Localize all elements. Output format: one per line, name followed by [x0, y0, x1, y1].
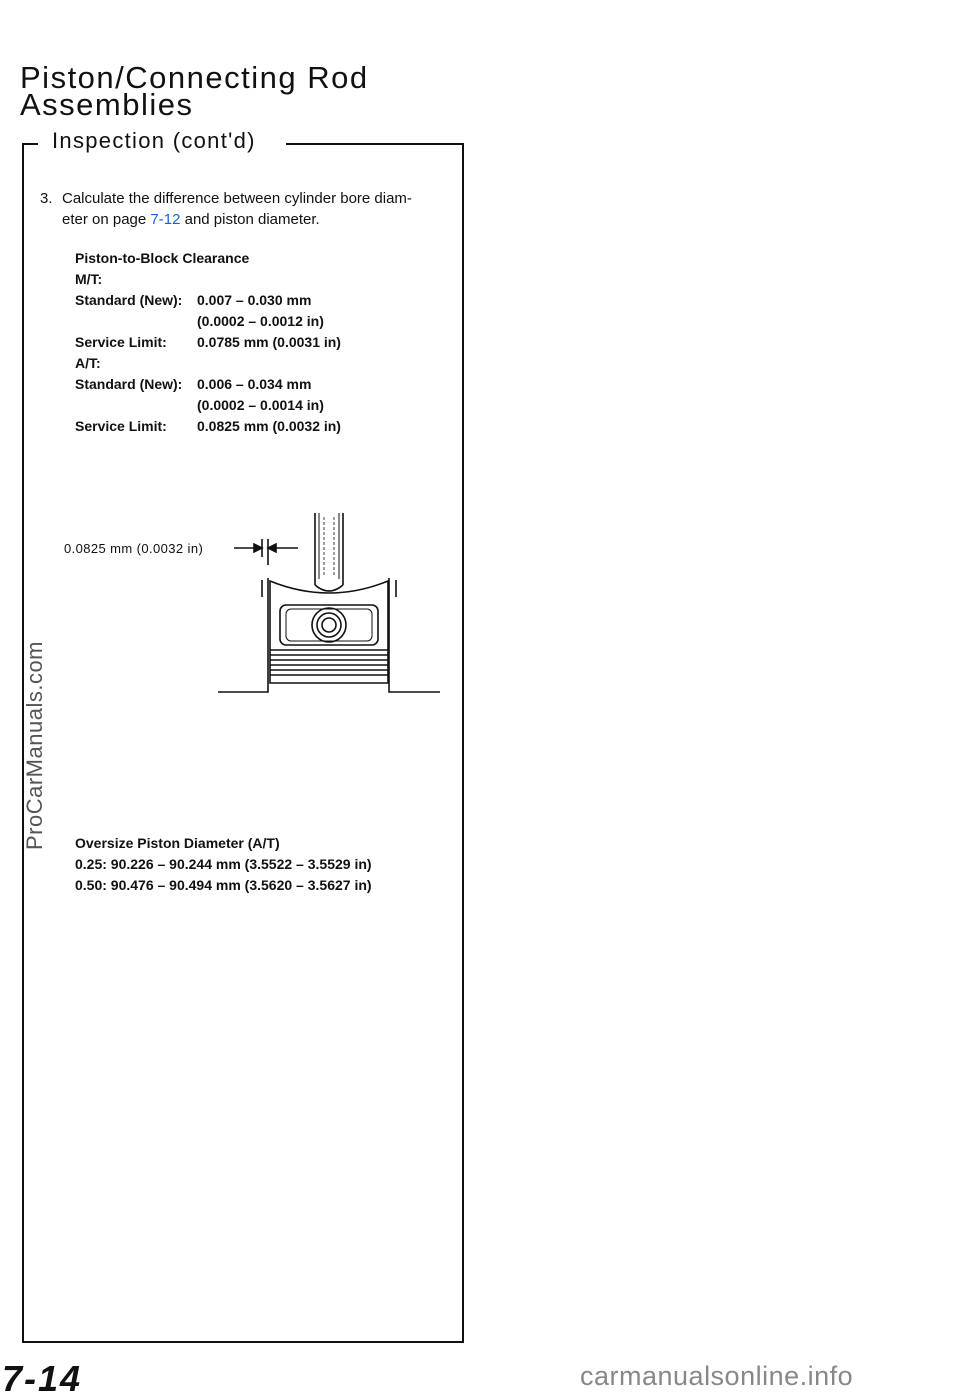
diagram-label: 0.0825 mm (0.0032 in): [64, 541, 204, 556]
step-text: Calculate the difference between cylinder bore diam-: [62, 190, 412, 207]
section-heading: Inspection (cont'd): [52, 128, 256, 153]
piston-diagram: [200, 505, 450, 700]
mt-service-value: 0.0785 mm (0.0031 in): [197, 334, 341, 350]
page-title-line1: Piston/Connecting Rod: [20, 60, 369, 95]
mt-standard-value-in: (0.0002 – 0.0012 in): [197, 313, 324, 329]
at-standard-label: Standard (New):: [75, 376, 183, 392]
step-number: 3.: [40, 190, 53, 207]
page-title-line2: Assemblies: [20, 87, 194, 122]
clearance-heading: Piston-to-Block Clearance: [75, 250, 250, 266]
mt-service: [75, 332, 341, 353]
step-text-cont: eter on page: [62, 211, 151, 228]
page-number: 7-14: [2, 1358, 83, 1399]
oversize-heading: Oversize Piston Diameter (A/T): [75, 835, 280, 851]
mt-service-label: Service Limit:: [75, 334, 167, 350]
oversize-line1: 0.25: 90.226 – 90.244 mm (3.5522 – 3.5529 in): [75, 856, 372, 872]
frame-top-left: [22, 143, 38, 145]
step-text-end: and piston diameter.: [180, 211, 320, 228]
at-standard: [75, 374, 311, 395]
mt-standard-in: [75, 311, 324, 332]
mt-standard-value: 0.007 – 0.030 mm: [197, 292, 312, 308]
oversize-line2: 0.50: 90.476 – 90.494 mm (3.5620 – 3.5627 in): [75, 877, 372, 893]
mt-standard-label: Standard (New):: [75, 292, 183, 308]
step-3: [40, 188, 460, 230]
at-service-value: 0.0825 mm (0.0032 in): [197, 418, 341, 434]
at-label: A/T:: [75, 355, 101, 371]
at-service: [75, 416, 341, 437]
mt-label: M/T:: [75, 271, 103, 287]
at-standard-in: [75, 395, 324, 416]
footer-watermark: carmanualsonline.info: [580, 1361, 854, 1391]
at-standard-value: 0.006 – 0.034 mm: [197, 376, 312, 392]
frame-top-right: [286, 143, 464, 145]
at-standard-value-in: (0.0002 – 0.0014 in): [197, 397, 324, 413]
page-link[interactable]: 7-12: [150, 211, 181, 228]
at-service-label: Service Limit:: [75, 418, 167, 434]
mt-standard: [75, 290, 311, 311]
watermark: ProCarManuals.com: [22, 640, 47, 850]
